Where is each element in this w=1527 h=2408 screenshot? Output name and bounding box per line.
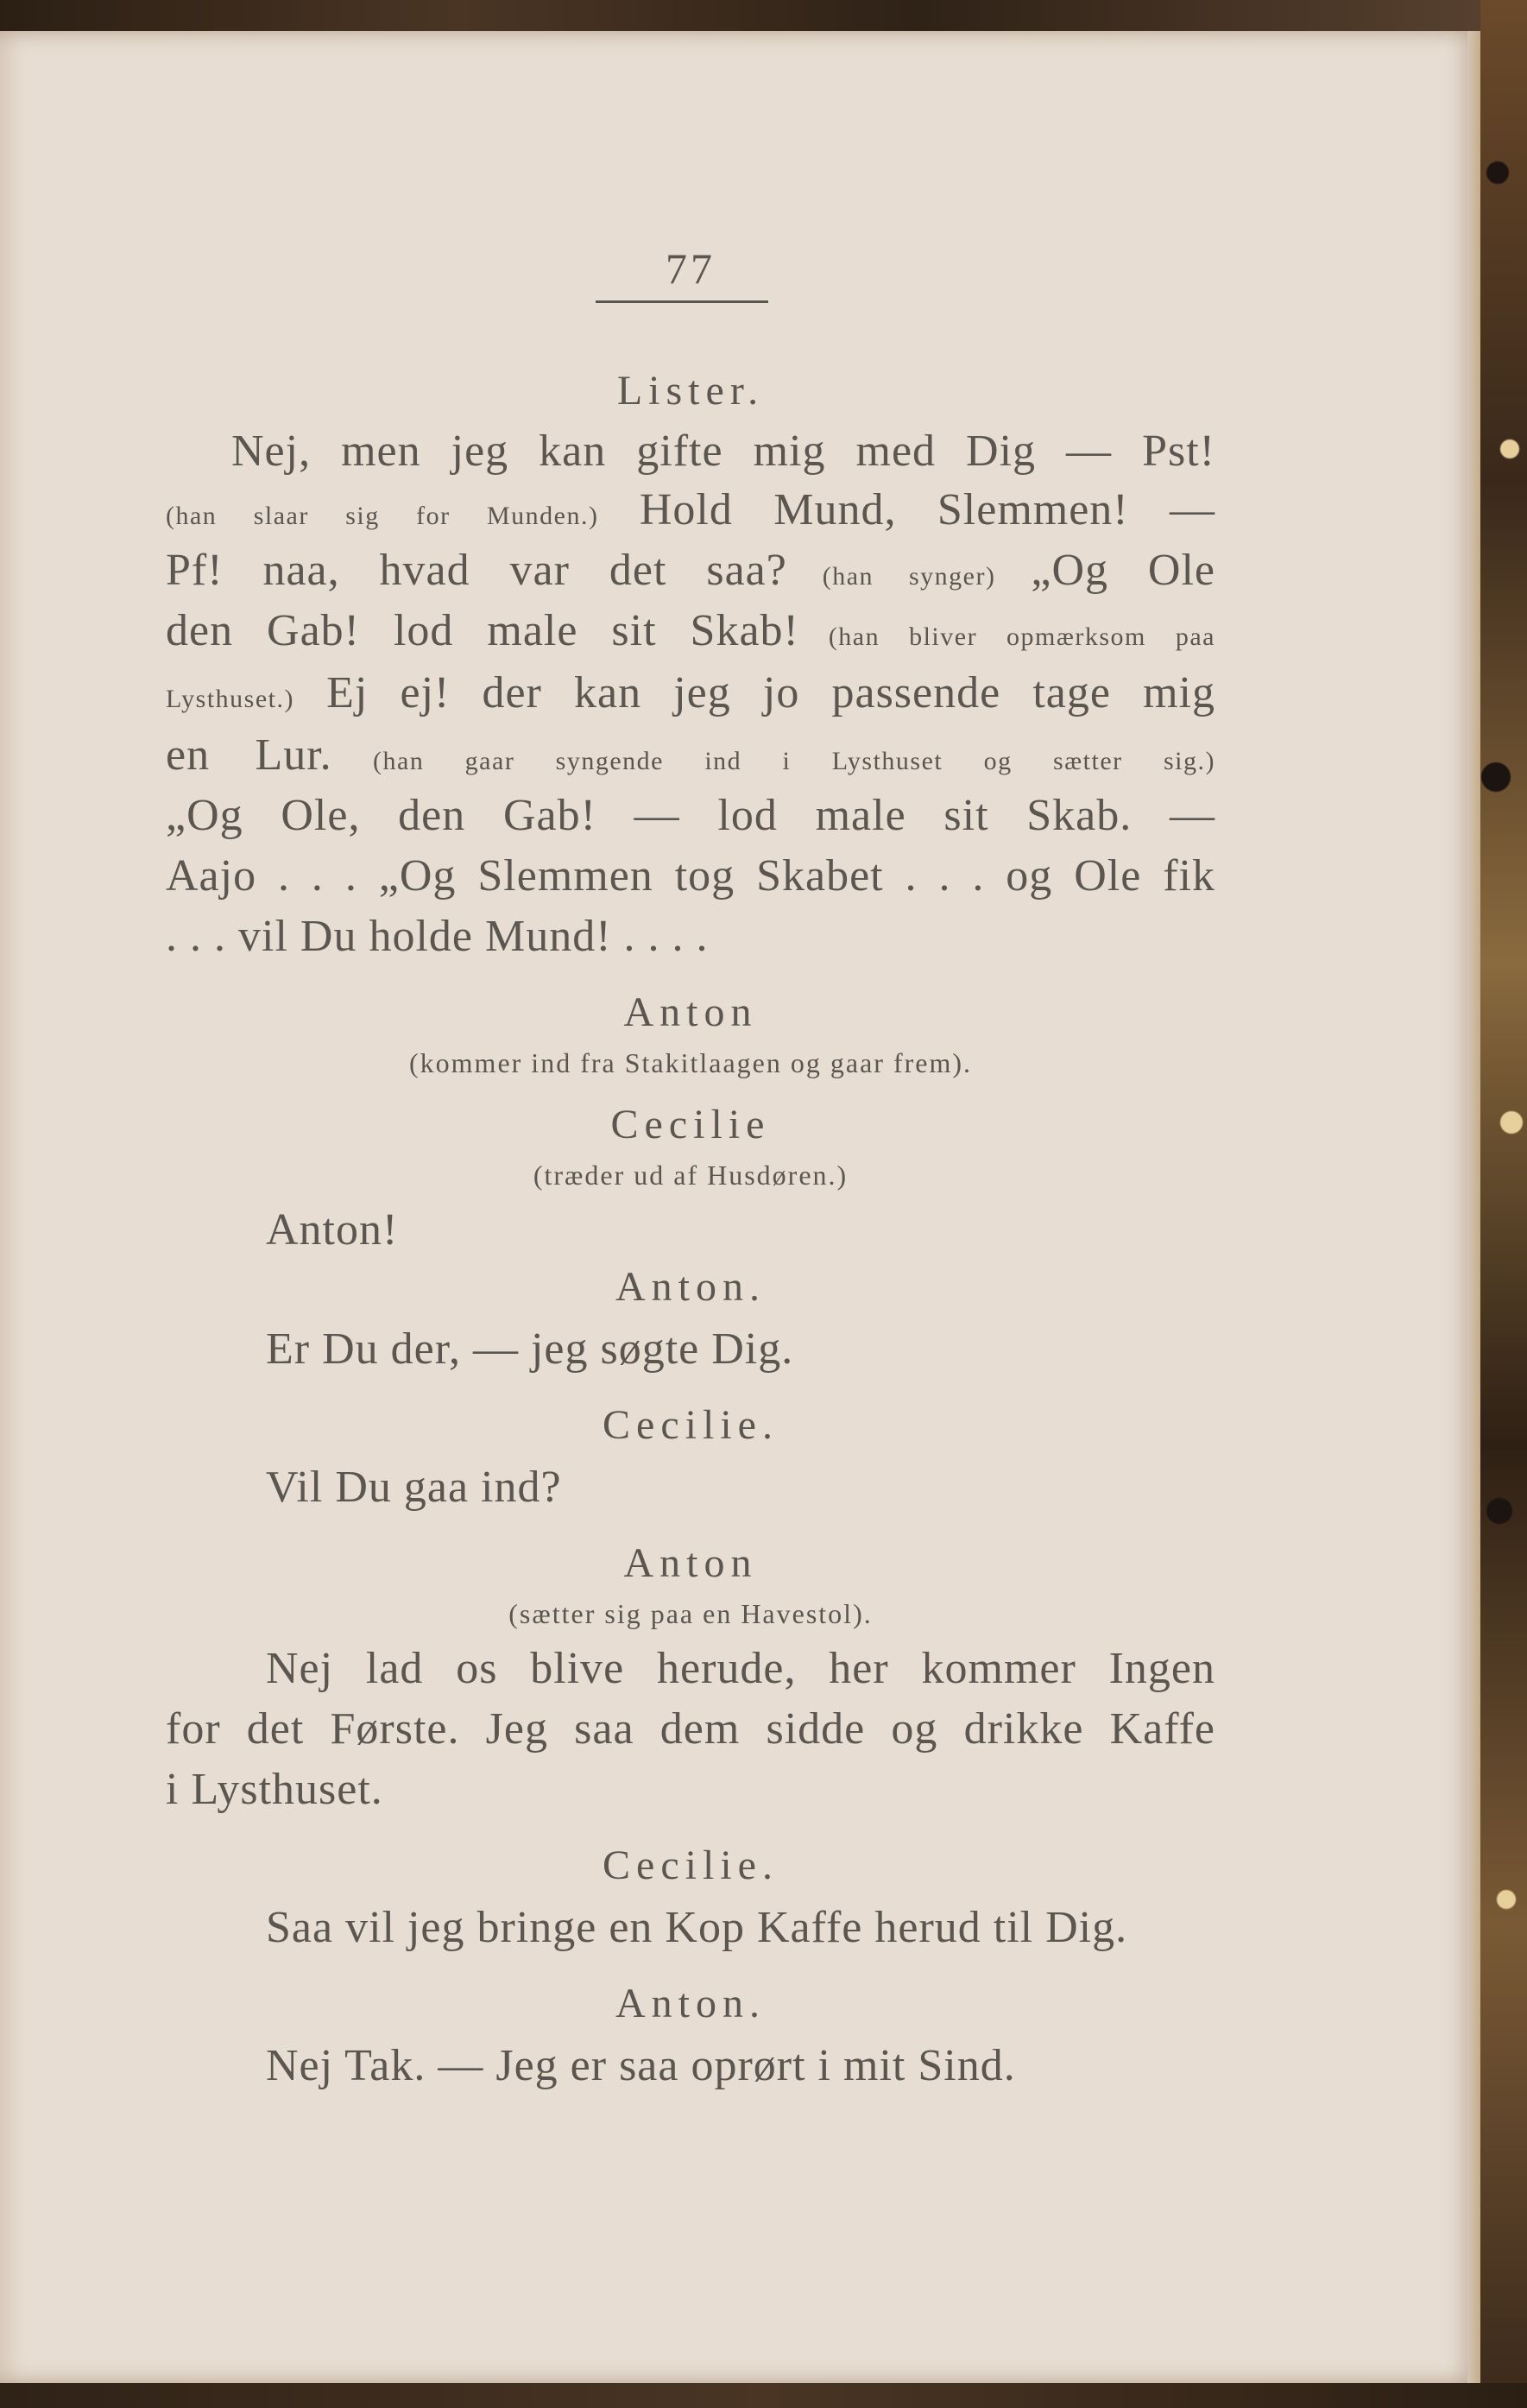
lister-line-6: en Lur. (han gaar syngende ind i Lysthuset og sætter sig.)	[166, 730, 1215, 780]
stage-direction: Lysthuset.)	[166, 685, 294, 713]
anton-line-2a: Nej lad os blive herude, her kommer Ingen	[266, 1644, 1215, 1693]
lister-line-5: Lysthuset.) Ej ej! der kan jeg jo passende tage mig	[166, 668, 1215, 717]
book-cover-top	[0, 0, 1527, 31]
anton-line-2c: i Lysthuset.	[166, 1765, 383, 1814]
stage-direction: (han slaar sig for Munden.)	[166, 502, 599, 530]
speaker-anton-3: Anton	[623, 1540, 758, 1586]
speaker-anton-2: Anton.	[615, 1264, 766, 1310]
lister-line-7: „Og Ole, den Gab! — lod male sit Skab. —	[166, 791, 1215, 840]
lister-line-3: Pf! naa, hvad var det saa? (han synger) „Og Ole	[166, 546, 1215, 595]
lister-line-9: . . . vil Du holde Mund! . . . .	[166, 912, 709, 961]
anton-line-3: Nej Tak. — Jeg er saa oprørt i mit Sind.	[266, 2041, 1016, 2090]
page-number-rule	[596, 300, 768, 303]
speaker-anton: Anton	[623, 989, 758, 1035]
lister-line-1: Nej, men jeg kan gifte mig med Dig — Pst!	[231, 427, 1215, 476]
cecilie-line-1: Anton!	[266, 1205, 399, 1255]
book-cover-edge	[1480, 0, 1527, 2408]
speaker-cecilie-3: Cecilie.	[603, 1842, 779, 1888]
speaker-cecilie: Cecilie	[610, 1102, 771, 1147]
stage-direction: (han bliver opmærksom paa	[798, 623, 1215, 651]
stage-direction-anton-sits: (sætter sig paa en Havestol).	[508, 1598, 873, 1629]
lister-line-4: den Gab! lod male sit Skab! (han bliver opmærksom paa	[166, 606, 1215, 655]
speaker-cecilie-2: Cecilie.	[603, 1402, 779, 1448]
lister-line-8: Aajo . . . „Og Slemmen tog Skabet . . . og Ole fik	[166, 851, 1215, 901]
stage-direction: (han gaar syngende ind i Lysthuset og sætter sig.)	[331, 747, 1215, 775]
stage-direction: (han synger)	[786, 562, 1032, 591]
page-edge	[1467, 31, 1480, 2383]
book-cover-bottom	[0, 2383, 1527, 2408]
speaker-lister: Lister.	[616, 368, 765, 414]
anton-line-1: Er Du der, — jeg søgte Dig.	[266, 1324, 794, 1374]
anton-line-2b: for det Første. Jeg saa dem sidde og drikke Kaffe	[166, 1704, 1215, 1754]
page-number: 77	[666, 244, 716, 293]
speaker-anton-4: Anton.	[615, 1981, 766, 2026]
cecilie-line-3: Saa vil jeg bringe en Kop Kaffe herud til Dig.	[266, 1903, 1128, 1952]
stage-direction-cecilie: (træder ud af Husdøren.)	[533, 1160, 849, 1191]
stage-direction-anton-enters: (kommer ind fra Stakitlaagen og gaar frem).	[409, 1047, 972, 1078]
lister-line-2: (han slaar sig for Munden.) Hold Mund, Slemmen! —	[166, 485, 1215, 534]
cecilie-line-2: Vil Du gaa ind?	[266, 1463, 562, 1512]
